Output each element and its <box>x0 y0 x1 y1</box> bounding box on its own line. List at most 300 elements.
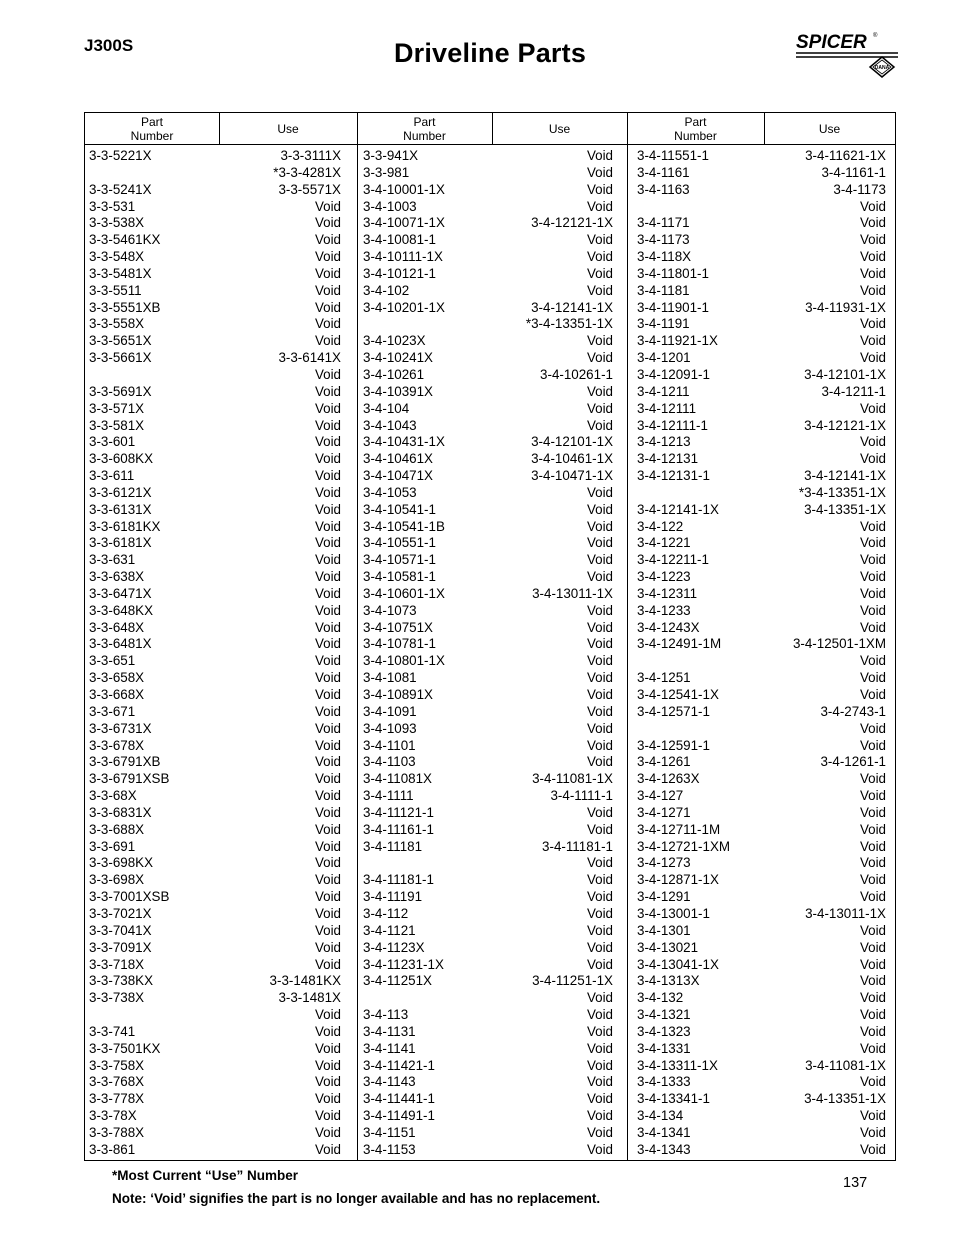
table-row <box>359 1091 613 1108</box>
table-row <box>359 687 613 704</box>
part-number: 3-4-1243X <box>637 619 700 635</box>
part-number: 3-3-6831X <box>89 804 152 820</box>
use-value: Void <box>586 939 613 955</box>
part-number: 3-4-1291 <box>637 889 691 905</box>
use-value: Void <box>314 249 341 265</box>
part-number: 3-3-6481X <box>89 636 152 652</box>
use-value: Void <box>586 1141 613 1157</box>
part-number: 3-4-104 <box>363 400 410 416</box>
table-row <box>633 906 886 923</box>
part-number: 3-4-1173 <box>637 232 690 248</box>
use-value: Void <box>314 468 341 484</box>
table-row <box>633 1091 886 1108</box>
part-number: 3-4-118X <box>637 249 692 265</box>
table-row <box>633 199 886 216</box>
use-value: *3-4-13351-1X <box>798 484 886 500</box>
use-value: Void <box>859 990 886 1006</box>
table-row <box>359 215 613 232</box>
use-value: 3-3-1481KX <box>269 973 341 989</box>
part-number: 3-3-5551XB <box>89 299 161 315</box>
part-number: 3-4-11181 <box>363 838 423 854</box>
part-number: 3-4-11191 <box>363 889 423 905</box>
table-row <box>85 872 341 889</box>
use-value: Void <box>314 417 341 433</box>
use-value: Void <box>859 451 886 467</box>
part-number: 3-4-10461X <box>363 451 433 467</box>
table-row <box>633 519 886 536</box>
part-number: 3-4-12871-1X <box>637 872 719 888</box>
table-row <box>359 923 613 940</box>
table-row <box>633 889 886 906</box>
use-value: Void <box>314 788 341 804</box>
use-value: 3-4-12121-1X <box>804 417 886 433</box>
part-number: 3-4-1271 <box>637 804 691 820</box>
table-row <box>359 721 613 738</box>
table-row <box>85 249 341 266</box>
use-value: Void <box>314 804 341 820</box>
table-row <box>85 300 341 317</box>
use-value: 3-4-2743-1 <box>820 703 886 719</box>
table-row <box>85 148 341 165</box>
part-number: 3-3-671 <box>89 703 136 719</box>
table-row <box>85 1024 341 1041</box>
use-value: 3-4-12121-1X <box>531 215 613 231</box>
use-value: Void <box>586 990 613 1006</box>
table-row <box>359 232 613 249</box>
use-value: Void <box>586 804 613 820</box>
use-value: Void <box>859 434 886 450</box>
use-value: 3-4-12101-1X <box>531 434 613 450</box>
table-row <box>359 889 613 906</box>
use-value: Void <box>859 350 886 366</box>
table-row <box>633 771 886 788</box>
part-number: 3-4-1101 <box>363 737 416 753</box>
use-value: 3-4-12141-1X <box>804 468 886 484</box>
part-number: 3-4-10551-1 <box>363 535 436 551</box>
table-row <box>633 215 886 232</box>
table-row <box>359 569 613 586</box>
table-row <box>85 485 341 502</box>
use-value: Void <box>586 619 613 635</box>
table-row <box>85 788 341 805</box>
use-value: Void <box>314 383 341 399</box>
table-row <box>359 367 613 384</box>
use-value: Void <box>586 1007 613 1023</box>
table-row <box>633 721 886 738</box>
use-value: Void <box>314 501 341 517</box>
use-value: Void <box>314 215 341 231</box>
part-number: 3-4-1111 <box>363 788 414 804</box>
part-number: 3-4-10001-1X <box>363 181 445 197</box>
table-row <box>85 990 341 1007</box>
parts-table <box>84 112 896 1161</box>
use-value: Void <box>859 1074 886 1090</box>
table-row <box>633 653 886 670</box>
part-number: 3-4-12131-1 <box>637 468 710 484</box>
table-row <box>633 603 886 620</box>
use-value: Void <box>859 889 886 905</box>
table-row <box>85 266 341 283</box>
use-value: 3-3-5571X <box>278 181 341 197</box>
use-value: Void <box>859 939 886 955</box>
part-number: 3-4-102 <box>363 282 410 298</box>
table-row <box>633 300 886 317</box>
table-row <box>359 502 613 519</box>
footnote-void-note: Note: ‘Void’ signifies the part is no longer available and has no replacement. <box>112 1191 601 1206</box>
use-value: Void <box>859 585 886 601</box>
part-number: 3-4-112 <box>363 905 409 921</box>
table-row <box>359 990 613 1007</box>
part-number: 3-3-6181X <box>89 535 152 551</box>
table-row <box>85 434 341 451</box>
table-row <box>633 552 886 569</box>
use-value: Void <box>586 552 613 568</box>
part-number: 3-4-10571-1 <box>363 552 436 568</box>
table-row <box>359 620 613 637</box>
use-value: 3-4-11081-1X <box>805 1057 886 1073</box>
use-value: Void <box>314 1023 341 1039</box>
table-row <box>359 519 613 536</box>
part-number: 3-3-581X <box>89 417 145 433</box>
use-value: Void <box>586 703 613 719</box>
use-value: Void <box>859 1141 886 1157</box>
part-number: 3-4-10391X <box>363 383 433 399</box>
table-row <box>85 418 341 435</box>
header-use-1: Use <box>277 121 299 136</box>
part-number: 3-3-531 <box>89 198 136 214</box>
table-row <box>633 418 886 435</box>
part-number: 3-3-981 <box>363 164 410 180</box>
table-row <box>85 603 341 620</box>
table-row <box>359 973 613 990</box>
table-row <box>85 771 341 788</box>
table-row <box>633 990 886 1007</box>
part-number: 3-4-12211-1 <box>637 552 709 568</box>
table-row <box>359 788 613 805</box>
table-row <box>85 552 341 569</box>
use-value: Void <box>314 198 341 214</box>
table-row <box>633 148 886 165</box>
use-value: 3-4-11181-1 <box>542 838 613 854</box>
part-number: 3-4-1321 <box>637 1007 691 1023</box>
table-row <box>85 1108 341 1125</box>
part-number: 3-3-6791XB <box>89 754 161 770</box>
part-number: 3-3-698KX <box>89 855 154 871</box>
part-number: 3-3-548X <box>89 249 145 265</box>
part-number: 3-4-1213 <box>637 434 691 450</box>
table-row <box>85 502 341 519</box>
use-value: Void <box>314 434 341 450</box>
part-number: 3-4-10241X <box>363 350 433 366</box>
table-row <box>633 1108 886 1125</box>
table-row <box>633 266 886 283</box>
part-number: 3-4-11801-1 <box>637 265 709 281</box>
part-number: 3-4-13001-1 <box>637 905 710 921</box>
use-value: 3-4-1161-1 <box>821 164 886 180</box>
table-row <box>359 855 613 872</box>
part-number: 3-4-11901-1 <box>637 299 709 315</box>
table-row <box>359 468 613 485</box>
table-row <box>85 468 341 485</box>
table-row <box>633 957 886 974</box>
table-row <box>85 569 341 586</box>
use-value: Void <box>859 316 886 332</box>
use-value: Void <box>586 417 613 433</box>
table-header <box>85 113 895 145</box>
part-number: 3-4-1141 <box>363 1040 416 1056</box>
part-number: 3-4-11491-1 <box>363 1108 435 1124</box>
table-row <box>633 1074 886 1091</box>
part-number: 3-4-11231-1X <box>363 956 444 972</box>
table-row <box>633 1007 886 1024</box>
table-row <box>359 771 613 788</box>
part-number: 3-3-5691X <box>89 383 152 399</box>
table-row <box>85 215 341 232</box>
part-number: 3-4-1261 <box>637 754 691 770</box>
part-number: 3-4-1223 <box>637 569 691 585</box>
table-row <box>359 1074 613 1091</box>
table-row <box>85 1007 341 1024</box>
part-number: 3-3-611 <box>89 468 135 484</box>
part-number: 3-4-10891X <box>363 687 433 702</box>
table-row <box>85 889 341 906</box>
table-row <box>633 535 886 552</box>
use-value: Void <box>859 1023 886 1039</box>
table-row <box>359 333 613 350</box>
use-value: Void <box>859 838 886 854</box>
part-number: 3-3-6181KX <box>89 518 161 534</box>
part-number: 3-4-134 <box>637 1108 684 1124</box>
use-value: Void <box>859 1040 886 1056</box>
use-value: Void <box>586 821 613 837</box>
part-number: 3-4-113 <box>363 1007 409 1023</box>
use-value: Void <box>586 754 613 770</box>
part-number: 3-4-1323 <box>637 1023 691 1039</box>
use-value: Void <box>859 552 886 568</box>
table-row <box>85 687 341 704</box>
part-number: 3-3-738KX <box>89 973 154 989</box>
use-value: Void <box>586 687 613 702</box>
table-row <box>633 940 886 957</box>
table-row <box>633 1041 886 1058</box>
use-value: Void <box>314 1124 341 1140</box>
use-value: Void <box>859 249 886 265</box>
table-row <box>633 788 886 805</box>
use-value: Void <box>859 198 886 214</box>
table-row <box>633 738 886 755</box>
table-column-3 <box>633 148 886 1159</box>
part-number: 3-3-5511 <box>89 282 142 298</box>
doc-code: J300S <box>84 36 134 55</box>
part-number: 3-3-638X <box>89 569 145 585</box>
part-number: 3-4-12111 <box>637 400 697 416</box>
table-row <box>85 620 341 637</box>
use-value: Void <box>859 1007 886 1023</box>
part-number: 3-3-601 <box>89 434 136 450</box>
table-row <box>633 384 886 401</box>
use-value: Void <box>314 1108 341 1124</box>
part-number: 3-3-941X <box>363 148 419 163</box>
table-row <box>85 973 341 990</box>
table-row <box>633 350 886 367</box>
use-value: Void <box>586 350 613 366</box>
use-value: Void <box>586 922 613 938</box>
part-number: 3-4-12721-1XM <box>637 838 731 854</box>
table-row <box>633 401 886 418</box>
part-number: 3-4-11161-1 <box>363 821 434 837</box>
table-row <box>633 805 886 822</box>
use-value: Void <box>314 838 341 854</box>
use-value: Void <box>314 400 341 416</box>
table-row <box>359 940 613 957</box>
use-value: Void <box>586 1023 613 1039</box>
part-number: 3-4-1153 <box>363 1141 416 1157</box>
part-number: 3-4-1301 <box>637 922 691 938</box>
table-row <box>85 738 341 755</box>
use-value: 3-4-11931-1X <box>805 299 886 315</box>
use-value: Void <box>314 872 341 888</box>
table-row <box>359 805 613 822</box>
use-value: Void <box>859 956 886 972</box>
part-number: 3-4-10471X <box>363 468 433 484</box>
header-part-number-2: Part Number <box>403 114 446 143</box>
part-number: 3-4-13311-1X <box>637 1057 718 1073</box>
use-value: Void <box>586 400 613 416</box>
use-value: Void <box>314 737 341 753</box>
part-number: 3-4-1191 <box>637 316 690 332</box>
use-value: Void <box>859 400 886 416</box>
use-value: Void <box>314 518 341 534</box>
use-value: Void <box>586 905 613 921</box>
use-value: Void <box>859 804 886 820</box>
part-number: 3-4-1233 <box>637 602 691 618</box>
part-number: 3-4-1341 <box>637 1124 691 1140</box>
table-row <box>633 182 886 199</box>
use-value: Void <box>586 198 613 214</box>
table-row <box>359 1142 613 1159</box>
part-number: 3-4-10121-1 <box>363 265 436 281</box>
use-value: Void <box>314 1141 341 1157</box>
use-value: 3-4-10461-1X <box>531 451 613 467</box>
table-row <box>359 485 613 502</box>
part-number: 3-3-7021X <box>89 905 152 921</box>
part-number: 3-4-11081X <box>363 771 432 787</box>
table-row <box>85 316 341 333</box>
part-number: 3-4-1053 <box>363 484 417 500</box>
use-value: Void <box>314 333 341 349</box>
table-row <box>359 586 613 603</box>
use-value: Void <box>314 703 341 719</box>
part-number: 3-4-10581-1 <box>363 569 436 585</box>
use-value: 3-4-12101-1X <box>804 366 886 382</box>
use-value: 3-3-1481X <box>278 990 341 1006</box>
part-number: 3-3-758X <box>89 1057 145 1073</box>
table-row <box>359 603 613 620</box>
use-value: Void <box>314 366 341 382</box>
use-value: Void <box>859 1124 886 1140</box>
table-row <box>359 552 613 569</box>
part-number: 3-3-861 <box>89 1141 136 1157</box>
table-row <box>85 923 341 940</box>
part-number: 3-3-5661X <box>89 350 152 366</box>
part-number: 3-3-691 <box>89 838 136 854</box>
table-row <box>359 1125 613 1142</box>
part-number: 3-3-788X <box>89 1124 145 1140</box>
table-row <box>359 1041 613 1058</box>
table-row <box>359 670 613 687</box>
part-number: 3-4-12091-1 <box>637 366 710 382</box>
use-value: Void <box>586 737 613 753</box>
use-value: Void <box>859 282 886 298</box>
part-number: 3-4-10071-1X <box>363 215 445 231</box>
footnote-current-use: *Most Current “Use” Number <box>112 1168 299 1183</box>
table-row <box>633 283 886 300</box>
use-value: 3-4-13351-1X <box>804 501 886 517</box>
table-row <box>633 670 886 687</box>
table-row <box>359 906 613 923</box>
use-value: Void <box>586 872 613 888</box>
use-value: Void <box>859 720 886 736</box>
part-number: 3-4-10081-1 <box>363 232 436 248</box>
table-row <box>85 754 341 771</box>
use-value: 3-4-1111-1 <box>550 788 613 804</box>
table-row <box>633 502 886 519</box>
use-value: Void <box>314 535 341 551</box>
table-row <box>633 367 886 384</box>
part-number: 3-3-6471X <box>89 585 152 601</box>
part-number: 3-3-558X <box>89 316 145 332</box>
part-number: 3-4-12141-1X <box>637 501 719 517</box>
table-row <box>359 283 613 300</box>
use-value: Void <box>586 1057 613 1073</box>
table-row <box>359 1024 613 1041</box>
table-row <box>359 401 613 418</box>
part-number: 3-3-5651X <box>89 333 152 349</box>
part-number: 3-4-12571-1 <box>637 703 710 719</box>
table-row <box>359 839 613 856</box>
use-value: Void <box>859 518 886 534</box>
use-value: Void <box>586 249 613 265</box>
part-number: 3-4-1091 <box>363 703 417 719</box>
part-number: 3-4-1081 <box>363 670 417 686</box>
part-number: 3-3-648X <box>89 619 145 635</box>
part-number: 3-3-678X <box>89 737 145 753</box>
part-number: 3-4-1263X <box>637 771 700 787</box>
part-number: 3-4-1333 <box>637 1074 691 1090</box>
table-column-2 <box>359 148 613 1159</box>
part-number: 3-3-7001XSB <box>89 889 170 905</box>
use-value: 3-4-11251-1X <box>532 973 613 989</box>
use-value: Void <box>314 687 341 702</box>
table-row <box>85 451 341 468</box>
logo-badge: DANA <box>874 65 890 71</box>
part-number: 3-3-571X <box>89 400 145 416</box>
part-number: 3-4-12491-1M <box>637 636 722 652</box>
part-number: 3-3-658X <box>89 670 145 686</box>
table-row <box>359 822 613 839</box>
table-row <box>359 266 613 283</box>
table-row <box>633 636 886 653</box>
part-number: 3-4-122 <box>637 518 684 534</box>
use-value: Void <box>314 939 341 955</box>
part-number: 3-3-631 <box>89 552 136 568</box>
table-row <box>85 1091 341 1108</box>
use-value: 3-4-13011-1X <box>805 905 886 921</box>
header-part-number-1: Part Number <box>130 114 174 143</box>
part-number: 3-3-688X <box>89 821 145 837</box>
use-value: Void <box>314 1040 341 1056</box>
part-number: 3-4-13021 <box>637 939 699 955</box>
